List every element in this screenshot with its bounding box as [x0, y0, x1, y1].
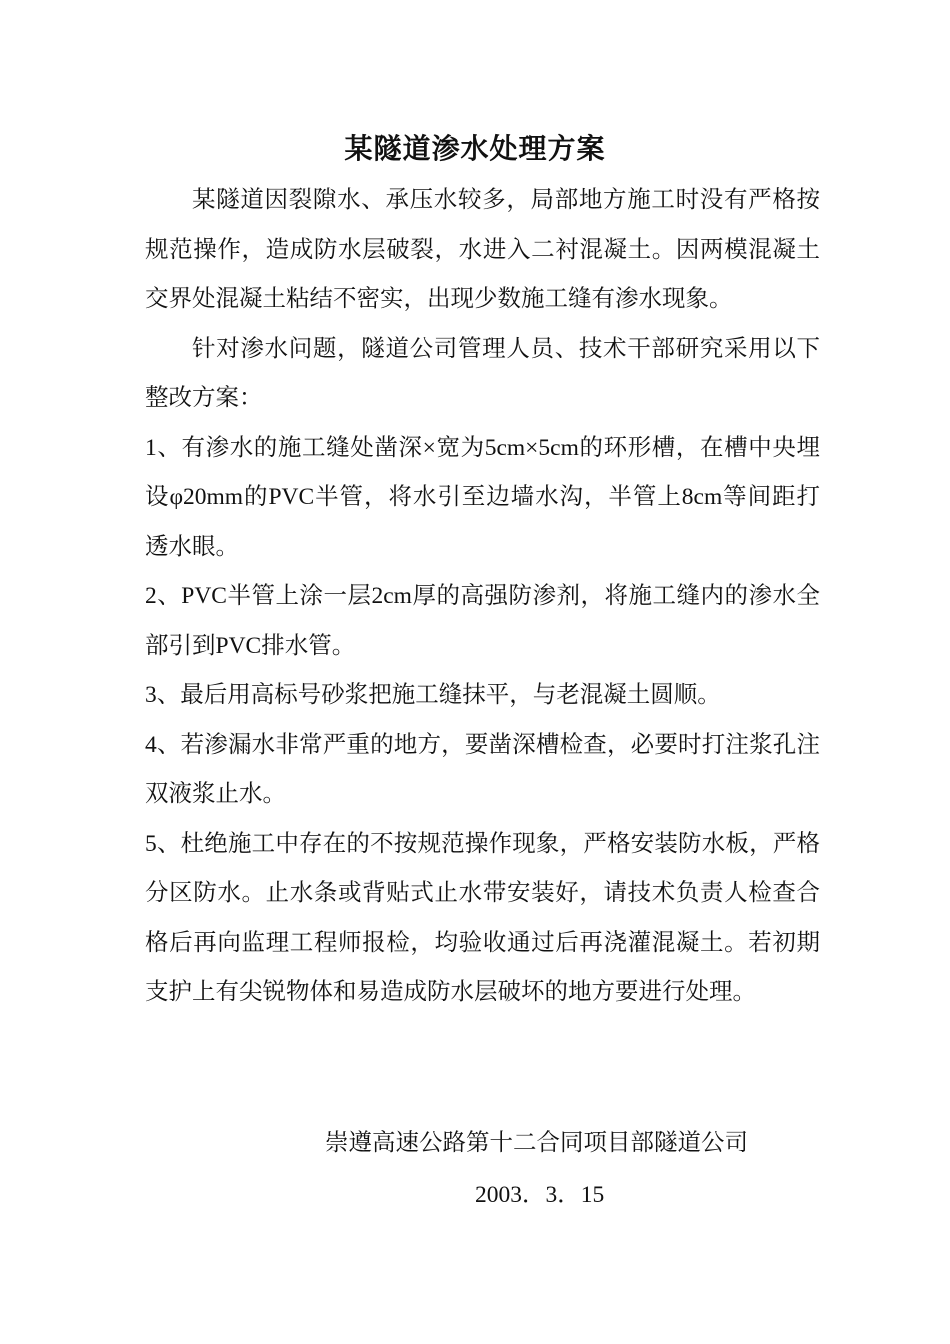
intro-paragraph: 某隧道因裂隙水、承压水较多，局部地方施工时没有严格按规范操作，造成防水层破裂，水进入二衬混凝土。因两模混凝土交界处混凝土粘结不密实，出现少数施工缝有渗水现象。 — [145, 187, 820, 312]
measure-item-2: 2、PVC半管上涂一层2cm厚的高强防渗剂，将施工缝内的渗水全部引到PVC排水管。 — [145, 583, 820, 659]
signature-date: 2003．3．15 — [475, 1182, 605, 1208]
measure-item-5: 5、杜绝施工中存在的不按规范操作现象，严格安装防水板，严格分区防水。止水条或背贴式止水带安装好，请技术负责人检查合格后再向监理工程师报检，均验收通过后再浇灌混凝土。若初期支护上有尖锐物体和易造成防水层破坏的地方要进行处理。 — [145, 830, 820, 1005]
signature-organization: 崇遵高速公路第十二合同项目部隧道公司 — [325, 1130, 748, 1156]
measure-item-4: 4、若渗漏水非常严重的地方，要凿深槽检查，必要时打注浆孔注双液浆止水。 — [145, 731, 820, 807]
measure-item-3: 3、最后用高标号砂浆把施工缝抹平，与老混凝土圆顺。 — [145, 682, 721, 708]
document-title: 某隧道渗水处理方案 — [344, 134, 606, 165]
measure-item-1: 1、有渗水的施工缝处凿深×宽为5cm×5cm的环形槽，在槽中央埋设φ20mm的PVC半管，将水引至边墙水沟，半管上8cm等间距打透水眼。 — [145, 434, 820, 560]
approach-paragraph: 针对渗水问题，隧道公司管理人员、技术干部研究采用以下整改方案： — [145, 335, 820, 411]
document-body — [145, 176, 820, 1018]
